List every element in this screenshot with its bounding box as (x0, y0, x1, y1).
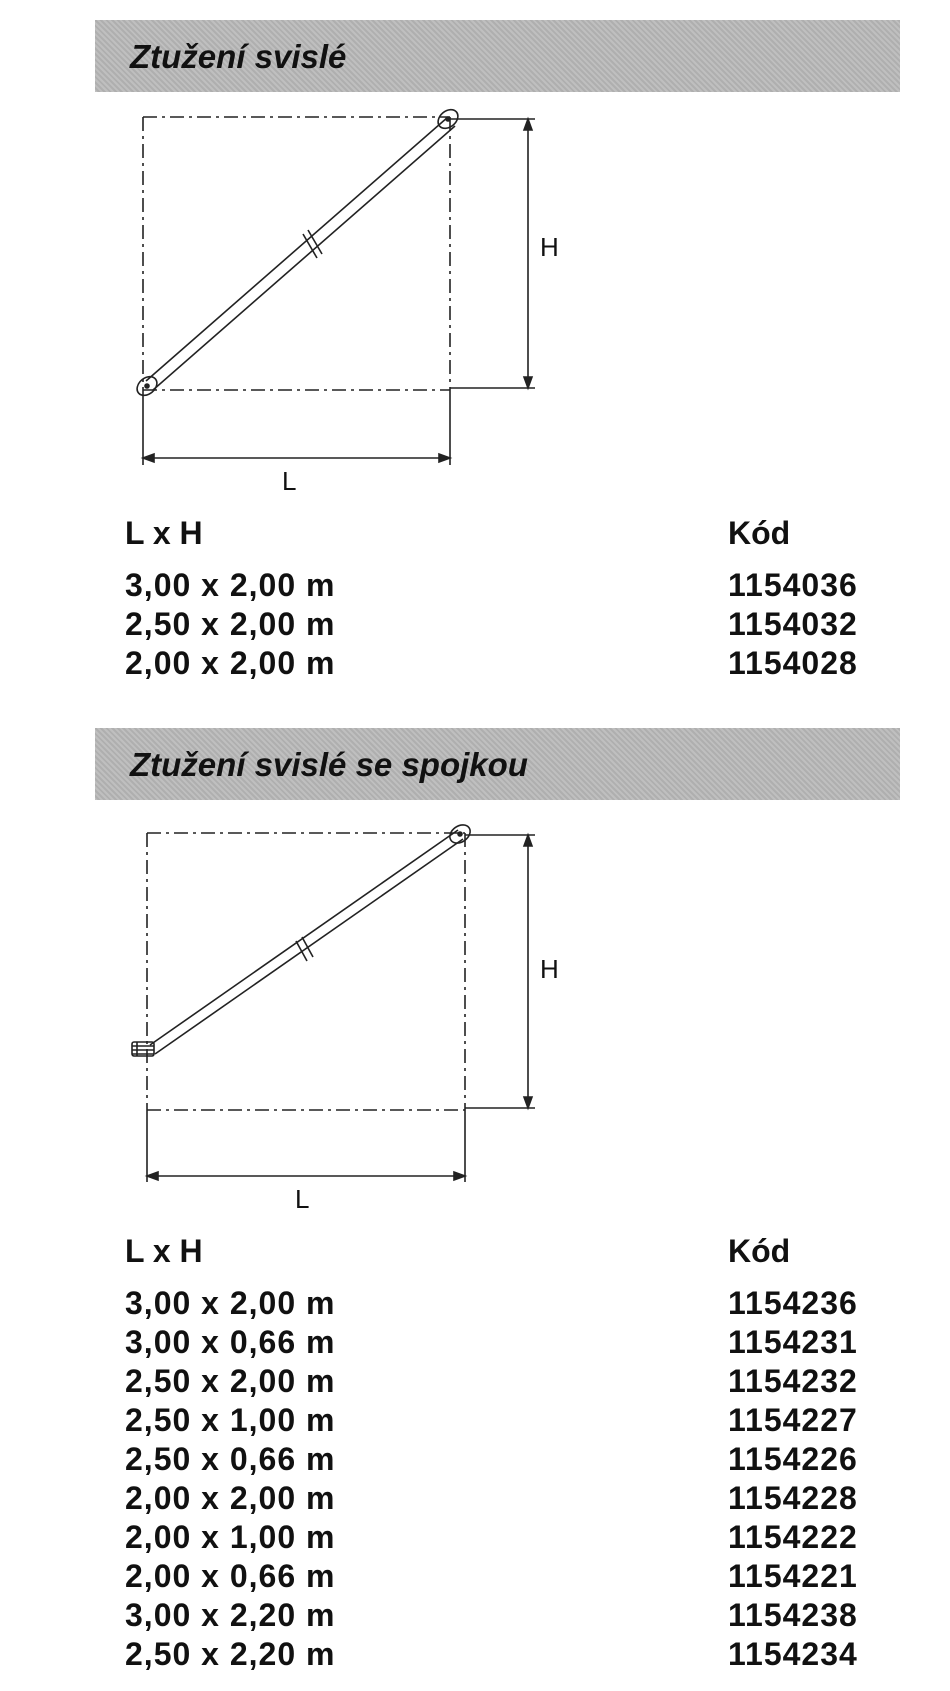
table-row (125, 1519, 885, 1558)
code-cell: 1154234 (728, 1636, 858, 1672)
column-header-code: Kód (728, 1233, 791, 1269)
column-header-size: L x H (125, 1233, 203, 1269)
size-cell: 2,50 x 2,20 m (125, 1636, 336, 1672)
table-row (125, 1558, 885, 1597)
diagram-vertical-brace-coupler (0, 800, 950, 1220)
column-header-size: L x H (125, 515, 203, 551)
size-cell: 2,50 x 2,00 m (125, 1363, 336, 1399)
table-row (125, 1324, 885, 1363)
table-row (125, 1402, 885, 1441)
size-cell: 3,00 x 2,20 m (125, 1597, 336, 1633)
table-row (125, 1597, 885, 1636)
table-header (125, 1233, 885, 1285)
section-header-2 (95, 728, 900, 800)
size-cell: 2,50 x 2,00 m (125, 606, 336, 642)
table-row (125, 1441, 885, 1480)
table-row (125, 645, 885, 684)
code-cell: 1154236 (728, 1285, 858, 1321)
code-cell: 1154231 (728, 1324, 858, 1360)
size-cell: 3,00 x 2,00 m (125, 567, 336, 603)
size-cell: 3,00 x 0,66 m (125, 1324, 336, 1360)
table-row (125, 567, 885, 606)
size-cell: 2,50 x 0,66 m (125, 1441, 336, 1477)
table-row (125, 606, 885, 645)
code-cell: 1154221 (728, 1558, 858, 1594)
table-row (125, 1636, 885, 1675)
size-cell: 2,50 x 1,00 m (125, 1402, 336, 1438)
column-header-code: Kód (728, 515, 791, 551)
code-cell: 1154036 (728, 567, 858, 603)
size-cell: 2,00 x 2,00 m (125, 1480, 336, 1516)
code-cell: 1154032 (728, 606, 858, 642)
code-cell: 1154227 (728, 1402, 858, 1438)
product-table-2 (125, 1233, 885, 1675)
code-cell: 1154228 (728, 1480, 858, 1516)
code-cell: 1154238 (728, 1597, 858, 1633)
size-cell: 3,00 x 2,00 m (125, 1285, 336, 1321)
size-cell: 2,00 x 0,66 m (125, 1558, 336, 1594)
code-cell: 1154232 (728, 1363, 858, 1399)
diagram-vertical-brace (0, 0, 950, 500)
section-title-2: Ztužení svislé se spojkou (130, 746, 528, 783)
table-header (125, 515, 885, 567)
table-row (125, 1285, 885, 1324)
table-row (125, 1363, 885, 1402)
code-cell: 1154028 (728, 645, 858, 681)
table-row (125, 1480, 885, 1519)
dim-label-h-2: H (540, 954, 559, 984)
size-cell: 2,00 x 1,00 m (125, 1519, 336, 1555)
dim-label-h-1: H (540, 232, 559, 262)
dim-label-l-1: L (282, 466, 297, 496)
code-cell: 1154222 (728, 1519, 858, 1555)
size-cell: 2,00 x 2,00 m (125, 645, 336, 681)
section-title-1: Ztužení svislé (130, 38, 347, 75)
product-table-1 (125, 515, 885, 684)
dim-label-l-2: L (295, 1184, 310, 1214)
code-cell: 1154226 (728, 1441, 858, 1477)
